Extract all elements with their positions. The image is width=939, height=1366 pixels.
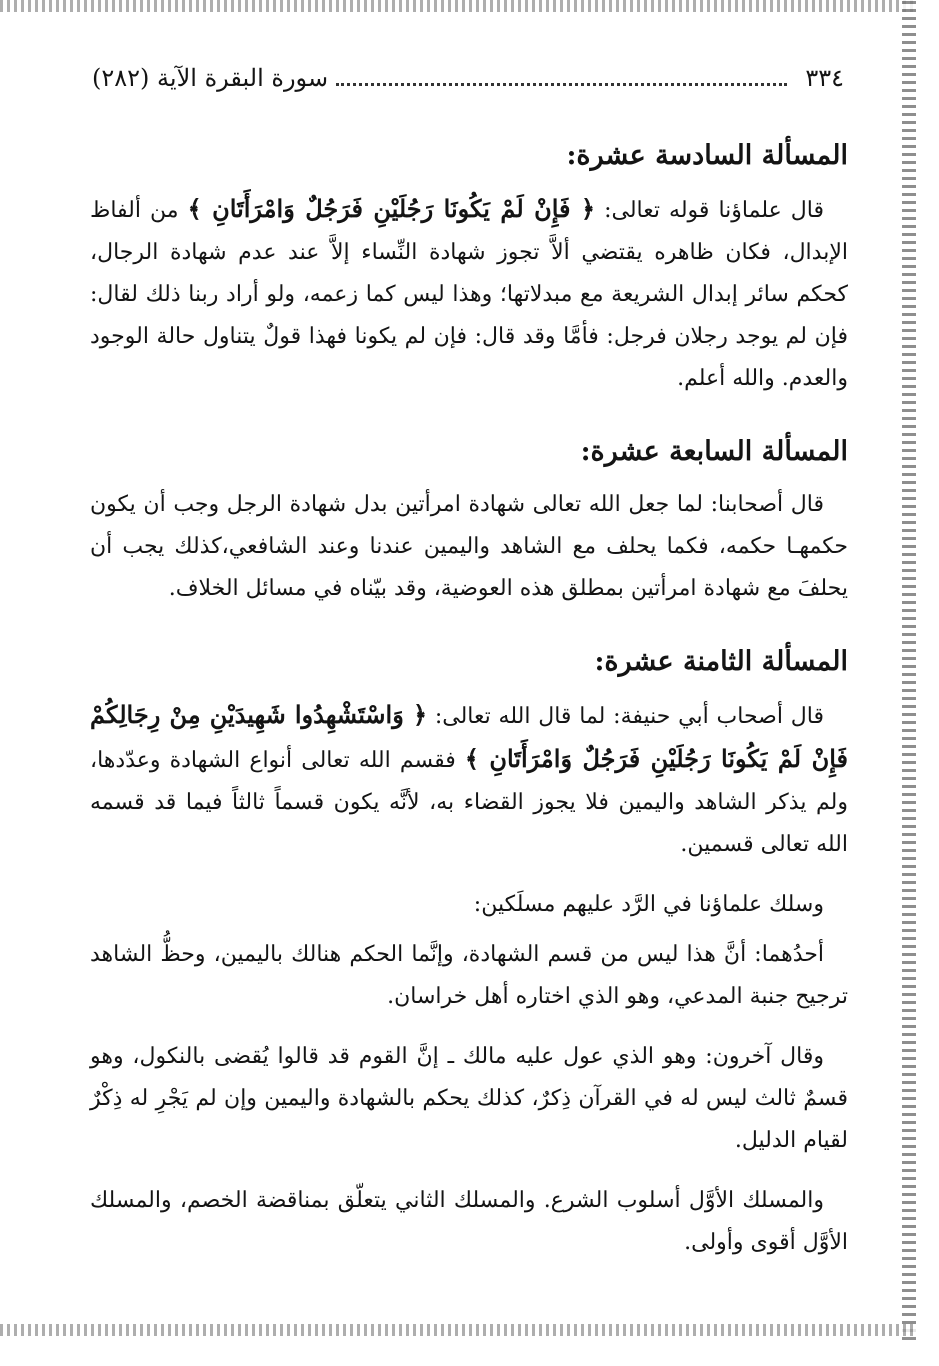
paragraph [90, 694, 848, 866]
page-header [92, 60, 844, 96]
paragraph [90, 934, 848, 1018]
paragraph-text: وقال آخرون: وهو الذي عول عليه مالك ـ إنَّ القوم قد قالوا يُقضى بالنكول، وهو قسمٌ ثالث ليس له في القرآن ذِكرٌ، كذلك يحكم بالشهادة واليمين وإن لم يَجْرِ له ذِكْرٌ لقيام الدليل. [90, 1044, 848, 1153]
running-title: سورة البقرة الآية (٢٨٢) [92, 64, 329, 92]
ornamental-border-top [0, 0, 916, 12]
paragraph-text: أحدُهما: أنَّ هذا ليس من قسم الشهادة، وإنَّما الحكم هنالك باليمين، وحظُّ الشاهد ترجيح جنبة المدعي، وهو الذي اختاره أهل خراسان. [90, 942, 848, 1009]
page-body [90, 128, 848, 1272]
paragraph [90, 1036, 848, 1162]
section-heading: المسألة السابعة عشرة: [580, 436, 848, 467]
paragraph-text: قال علماؤنا قوله تعالى: [595, 198, 825, 223]
quran-verse: ﴿ فَإِنْ لَمْ يَكُونَا رَجُلَيْنِ فَرَجُلٌ وَامْرَأَتَانِ ﴾ [187, 194, 596, 223]
ornamental-border-bottom [0, 1324, 916, 1336]
paragraph-text: قال أصحاب أبي حنيفة: لما قال الله تعالى: [427, 704, 824, 729]
paragraph [90, 188, 848, 400]
paragraph-text: فقسم الله تعالى أنواع الشهادة وعدّدها، ولم يذكر الشاهد واليمين فلا يجوز القضاء به، لأنَّه يكون قسماً ثالثاً فيما قد قسمه الله تعالى قسمين. [90, 748, 848, 857]
paragraph [90, 484, 848, 610]
paragraph-text: والمسلك الأوَّل أسلوب الشرع. والمسلك الثاني يتعلّق بمناقضة الخصم، والمسلك الأوَّل أقوى وأولى. [90, 1188, 848, 1255]
paragraph-text: من ألفاظ الإبدال، فكان ظاهره يقتضي ألاَّ تجوز شهادة النِّساء إلاَّ عند عدم شهادة الرجال، كحكم سائر إبدال الشريعة مع مبدلاتها؛ وهذا ليس كما زعمه، ولو أراد ربنا ذلك لقال: فإن لم يوجد رجلان فرجل: فأمَّا وقد قال: فإن لم يكونا فهذا قولٌ يتناول حالة الوجود والعدم. والله أعلم. [90, 198, 848, 391]
section-heading: المسألة الثامنة عشرة: [594, 646, 848, 677]
paragraph-text: وسلك علماؤنا في الرَّد عليهم مسلَكين: [473, 892, 824, 917]
paragraph [90, 884, 848, 926]
ornamental-border-right [902, 0, 916, 1340]
page-number: ٣٣٤ [805, 64, 844, 92]
paragraph [90, 1180, 848, 1264]
section-heading: المسألة السادسة عشرة: [566, 140, 848, 171]
paragraph-text: قال أصحابنا: لما جعل الله تعالى شهادة امرأتين بدل شهادة الرجل وجب أن يكون حكمهـا حكمه، فكما يحلف مع الشاهد واليمين عندنا وعند الشافعي،كذلك يجب أن يحلفَ مع شهادة امرأتين بمطلق هذه العوضية، وقد بيّناه في مسائل الخلاف. [90, 492, 848, 601]
quran-verse: ﴿ وَاسْتَشْهِدُوا شَهِيدَيْنِ مِنْ رِجَالِكُمْ فَإِنْ لَمْ يَكُونَا رَجُلَيْنِ فَرَجُلٌ وَامْرَأَتَانِ ﴾ [90, 700, 848, 773]
header-dot-leader [336, 71, 787, 86]
